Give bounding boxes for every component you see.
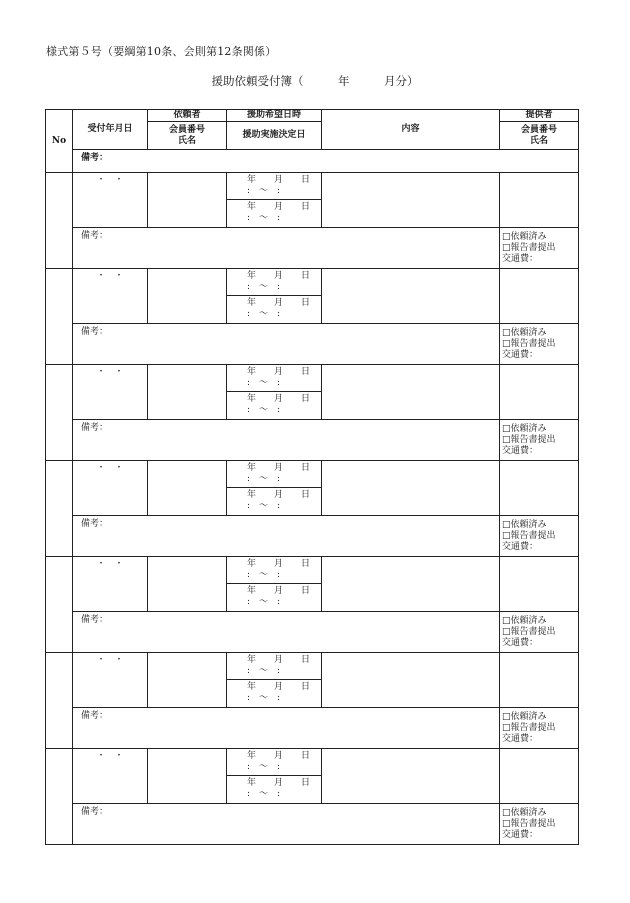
entry-status-cell xyxy=(500,420,579,461)
entry-content-cell[interactable] xyxy=(322,557,500,612)
entry-desired-datetime xyxy=(227,365,321,392)
entry-note-cell[interactable] xyxy=(73,708,500,749)
entry-status-fare: 交通費： xyxy=(502,254,539,264)
entry-row xyxy=(46,461,579,516)
entry-note-cell[interactable] xyxy=(73,324,500,365)
entry-status-fare: 交通費： xyxy=(502,734,539,744)
entry-note-row xyxy=(46,708,579,749)
entry-provider-cell[interactable] xyxy=(500,653,579,708)
header-note-cell xyxy=(73,150,579,173)
entry-decided-ymd: 年 月 日 xyxy=(247,586,311,596)
entry-status-requested[interactable]: □依頼済み xyxy=(502,712,547,722)
entry-content-cell[interactable] xyxy=(322,173,500,228)
entry-decided-datetime xyxy=(227,392,321,419)
entry-row xyxy=(46,365,579,420)
entry-received-date-cell[interactable] xyxy=(73,269,148,324)
entry-note-label: 備考： xyxy=(81,423,109,433)
entry-desired-datetime xyxy=(227,461,321,488)
entry-date-dots: ・ ・ xyxy=(96,655,124,665)
entry-decided-time: : 〜 : xyxy=(247,597,281,607)
entry-content-cell[interactable] xyxy=(322,365,500,420)
header-content: 内容 xyxy=(322,110,500,150)
entry-content-cell[interactable] xyxy=(322,653,500,708)
header-provider-name: 氏名 xyxy=(529,135,548,146)
entry-date-dots: ・ ・ xyxy=(96,463,124,473)
header-received-date: 受付年月日 xyxy=(73,110,148,150)
header-row-1 xyxy=(46,110,579,122)
entry-note-row xyxy=(46,612,579,653)
entry-row xyxy=(46,269,579,324)
entry-provider-cell[interactable] xyxy=(500,365,579,420)
title-prefix: 援助依頼受付簿（ xyxy=(211,74,304,88)
entry-decided-ymd: 年 月 日 xyxy=(247,490,311,500)
entry-desired-datetime xyxy=(227,653,321,680)
entry-status-fare: 交通費： xyxy=(502,350,539,360)
entry-datetime-cell[interactable] xyxy=(227,365,322,420)
entry-requester-cell[interactable] xyxy=(148,557,227,612)
entry-datetime-cell[interactable] xyxy=(227,749,322,804)
entry-requester-cell[interactable] xyxy=(148,173,227,228)
entry-datetime-cell[interactable] xyxy=(227,653,322,708)
entry-row xyxy=(46,653,579,708)
entry-decided-time: : 〜 : xyxy=(247,789,281,799)
entry-note-row xyxy=(46,420,579,461)
entry-row xyxy=(46,749,579,804)
entry-note-row xyxy=(46,324,579,365)
entry-received-date-cell[interactable] xyxy=(73,749,148,804)
header-desired-datetime: 援助希望日時 xyxy=(227,110,322,122)
entry-decided-time: : 〜 : xyxy=(247,693,281,703)
entry-datetime-cell[interactable] xyxy=(227,173,322,228)
entry-note-row xyxy=(46,804,579,845)
entry-status-fare: 交通費： xyxy=(502,830,539,840)
entry-provider-cell[interactable] xyxy=(500,557,579,612)
entry-status-cell xyxy=(500,324,579,365)
header-requester-id xyxy=(148,122,227,150)
entry-status-fare: 交通費： xyxy=(502,446,539,456)
entry-content-cell[interactable] xyxy=(322,269,500,324)
entry-status-requested[interactable]: □依頼済み xyxy=(502,232,547,242)
entry-no-cell[interactable] xyxy=(46,653,73,749)
entry-status-cell xyxy=(500,708,579,749)
entry-status-report[interactable]: □報告書提出 xyxy=(502,435,556,445)
entry-requester-cell[interactable] xyxy=(148,653,227,708)
entry-desired-datetime xyxy=(227,557,321,584)
entry-received-date-cell[interactable] xyxy=(73,653,148,708)
entry-note-cell[interactable] xyxy=(73,228,500,269)
entry-desired-ymd: 年 月 日 xyxy=(247,271,311,281)
entry-received-date-cell[interactable] xyxy=(73,461,148,516)
entry-no-cell[interactable] xyxy=(46,173,73,269)
header-provider-id xyxy=(500,122,579,150)
header-provider-member-no: 会員番号 xyxy=(520,124,557,135)
entry-desired-ymd: 年 月 日 xyxy=(247,655,311,665)
entry-desired-time: : 〜 : xyxy=(247,474,281,484)
title-year-unit: 年 xyxy=(338,74,350,88)
entry-datetime-cell[interactable] xyxy=(227,557,322,612)
entry-no-cell[interactable] xyxy=(46,365,73,461)
entry-desired-datetime xyxy=(227,173,321,200)
entry-decided-ymd: 年 月 日 xyxy=(247,682,311,692)
entry-content-cell[interactable] xyxy=(322,749,500,804)
entry-decided-ymd: 年 月 日 xyxy=(247,394,311,404)
entry-note-label: 備考： xyxy=(81,615,109,625)
entry-decided-time: : 〜 : xyxy=(247,213,281,223)
entry-decided-datetime xyxy=(227,200,321,227)
entry-decided-datetime xyxy=(227,488,321,515)
entry-status-requested[interactable]: □依頼済み xyxy=(502,328,547,338)
entry-status-cell xyxy=(500,228,579,269)
entry-note-row xyxy=(46,228,579,269)
entry-no-cell[interactable] xyxy=(46,557,73,653)
entry-row xyxy=(46,173,579,228)
entry-received-date-cell[interactable] xyxy=(73,365,148,420)
entry-no-cell[interactable] xyxy=(46,269,73,365)
header-member-no: 会員番号 xyxy=(168,124,205,135)
entry-row xyxy=(46,557,579,612)
header-note-row xyxy=(46,150,579,173)
entry-requester-cell[interactable] xyxy=(148,365,227,420)
entry-decided-time: : 〜 : xyxy=(247,309,281,319)
entry-provider-cell[interactable] xyxy=(500,269,579,324)
entry-desired-ymd: 年 月 日 xyxy=(247,175,311,185)
title-month-unit: 月分） xyxy=(384,74,419,88)
entry-desired-time: : 〜 : xyxy=(247,666,281,676)
header-note-label: 備考： xyxy=(81,153,109,163)
entry-status-cell xyxy=(500,804,579,845)
entry-status-cell xyxy=(500,612,579,653)
header-name: 氏名 xyxy=(177,135,196,146)
header-no: No xyxy=(46,110,73,173)
entry-decided-ymd: 年 月 日 xyxy=(247,202,311,212)
entry-desired-datetime xyxy=(227,749,321,776)
entry-desired-time: : 〜 : xyxy=(247,762,281,772)
entry-received-date-cell[interactable] xyxy=(73,557,148,612)
entry-note-cell[interactable] xyxy=(73,516,500,557)
entry-status-requested[interactable]: □依頼済み xyxy=(502,424,547,434)
entry-decided-datetime xyxy=(227,584,321,611)
entry-decided-ymd: 年 月 日 xyxy=(247,778,311,788)
entry-status-fare: 交通費： xyxy=(502,638,539,648)
entry-status-report[interactable]: □報告書提出 xyxy=(502,723,556,733)
entry-datetime-cell[interactable] xyxy=(227,461,322,516)
entry-decided-datetime xyxy=(227,776,321,803)
entry-content-cell[interactable] xyxy=(322,461,500,516)
entry-received-date-cell[interactable] xyxy=(73,173,148,228)
entry-note-cell[interactable] xyxy=(73,804,500,845)
entry-requester-cell[interactable] xyxy=(148,461,227,516)
entry-date-dots: ・ ・ xyxy=(96,559,124,569)
entry-desired-time: : 〜 : xyxy=(247,186,281,196)
entry-desired-ymd: 年 月 日 xyxy=(247,367,311,377)
entry-desired-time: : 〜 : xyxy=(247,378,281,388)
entry-decided-time: : 〜 : xyxy=(247,405,281,415)
entry-status-requested[interactable]: □依頼済み xyxy=(502,616,547,626)
entry-status-cell xyxy=(500,516,579,557)
entry-date-dots: ・ ・ xyxy=(96,271,124,281)
entry-status-report[interactable]: □報告書提出 xyxy=(502,531,556,541)
entry-note-cell[interactable] xyxy=(73,612,500,653)
entry-status-report[interactable]: □報告書提出 xyxy=(502,339,556,349)
entry-status-report[interactable]: □報告書提出 xyxy=(502,819,556,829)
entry-provider-cell[interactable] xyxy=(500,749,579,804)
entry-requester-cell[interactable] xyxy=(148,269,227,324)
entry-desired-ymd: 年 月 日 xyxy=(247,751,311,761)
entry-note-row xyxy=(46,516,579,557)
entry-status-requested[interactable]: □依頼済み xyxy=(502,520,547,530)
entry-provider-cell[interactable] xyxy=(500,461,579,516)
entry-note-cell[interactable] xyxy=(73,420,500,461)
entry-decided-datetime xyxy=(227,680,321,707)
entry-decided-ymd: 年 月 日 xyxy=(247,298,311,308)
entry-desired-ymd: 年 月 日 xyxy=(247,463,311,473)
entry-note-label: 備考： xyxy=(81,807,109,817)
entry-decided-datetime xyxy=(227,296,321,323)
header-requester: 依頼者 xyxy=(148,110,227,122)
header-decided-datetime: 援助実施決定日 xyxy=(227,122,322,150)
entry-decided-time: : 〜 : xyxy=(247,501,281,511)
entry-date-dots: ・ ・ xyxy=(96,367,124,377)
entry-no-cell[interactable] xyxy=(46,461,73,557)
entry-desired-datetime xyxy=(227,269,321,296)
form-number-label: 様式第５号（要綱第10条、会則第12条関係） xyxy=(46,45,277,58)
entry-provider-cell[interactable] xyxy=(500,173,579,228)
request-ledger-table xyxy=(45,109,579,845)
entry-status-requested[interactable]: □依頼済み xyxy=(502,808,547,818)
entry-status-report[interactable]: □報告書提出 xyxy=(502,243,556,253)
entry-status-fare: 交通費： xyxy=(502,542,539,552)
entry-note-label: 備考： xyxy=(81,327,109,337)
entry-status-report[interactable]: □報告書提出 xyxy=(502,627,556,637)
entry-note-label: 備考： xyxy=(81,711,109,721)
entry-date-dots: ・ ・ xyxy=(96,175,124,185)
entry-desired-ymd: 年 月 日 xyxy=(247,559,311,569)
entry-no-cell[interactable] xyxy=(46,749,73,845)
entry-desired-time: : 〜 : xyxy=(247,570,281,580)
document-title xyxy=(0,73,630,89)
entry-datetime-cell[interactable] xyxy=(227,269,322,324)
entry-date-dots: ・ ・ xyxy=(96,751,124,761)
entry-note-label: 備考： xyxy=(81,231,109,241)
entry-requester-cell[interactable] xyxy=(148,749,227,804)
entry-desired-time: : 〜 : xyxy=(247,282,281,292)
entry-note-label: 備考： xyxy=(81,519,109,529)
header-provider: 提供者 xyxy=(500,110,579,122)
